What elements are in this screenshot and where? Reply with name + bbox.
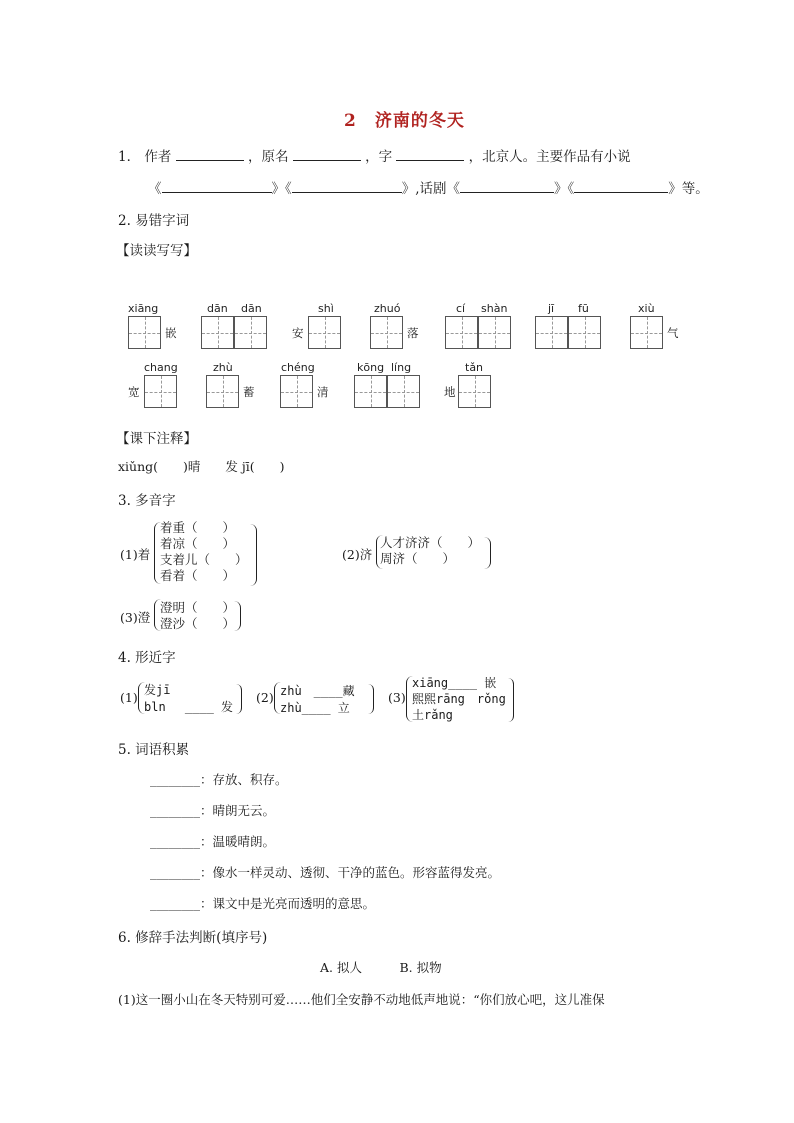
writing-box[interactable] [458,375,491,408]
vocab-item: ________：存放、积存。 [150,772,288,787]
question-number: 1． [118,149,141,165]
pinyin-label: xiāng [128,302,159,315]
given-character: 落 [407,326,419,340]
question-5-heading: 5. 词语积累 [118,742,190,758]
similar-char-item: zhù ____藏 [280,684,355,698]
given-character: 安 [292,326,304,340]
polyphone-item: 支着儿（ ） [160,552,248,567]
right-brace [368,684,374,714]
polyphone-item: 澄沙（ ） [160,616,236,631]
pinyin-label: shì [318,302,334,315]
pinyin-label: kōng [357,361,385,374]
writing-box[interactable] [308,316,341,349]
answer-blank[interactable] [396,146,464,161]
writing-box[interactable] [387,375,420,408]
polyphone-item: 看着（ ） [160,568,236,583]
polyphone-item: 着重（ ） [160,520,236,535]
given-character: 嵌 [165,326,177,340]
pinyin-label: jī [548,302,555,315]
answer-blank[interactable] [460,178,554,193]
pinyin-label: fū [578,302,589,315]
question-4-heading: 4. 形近字 [118,650,176,666]
writing-box[interactable] [280,375,313,408]
vocab-item: ________：晴朗无云。 [150,803,276,818]
vocab-item: ________：课文中是光亮而透明的意思。 [150,896,376,911]
pinyin-label: dān [207,302,228,315]
pinyin-label: zhuó [374,302,401,315]
question-1-line-2: 《 》《 》,话剧《 》《 》等。 [148,177,709,197]
question-6-item-1: (1)这一圈小山在冬天特别可爱……他们全安静不动地低声地说：“你们放心吧，这儿准保 [118,992,605,1007]
pinyin-label: zhù [213,361,233,374]
writing-box[interactable] [201,316,234,349]
similar-char-item: 发jī [144,683,171,697]
page-title: 2 济南的冬天 [344,111,465,131]
question-3-heading: 3. 多音字 [118,493,176,509]
group-label: (1) [120,690,138,705]
writing-box[interactable] [370,316,403,349]
given-character: 蓄 [243,385,255,399]
pinyin-label: tǎn [465,361,484,374]
similar-char-item: 土rǎng [412,708,453,722]
pinyin-label: líng [391,361,412,374]
question-6-heading: 6. 修辞手法判断(填序号) [118,930,268,946]
notes-line: xiǔng( )晴 发 jī( ) [118,459,285,474]
answer-blank[interactable] [292,178,402,193]
right-brace [484,537,491,569]
right-brace [250,524,257,586]
right-brace [234,601,241,631]
writing-box[interactable] [630,316,663,349]
similar-char-item: bln ____ 发 [144,700,234,714]
right-brace [236,684,242,714]
answer-blank[interactable] [176,146,244,161]
writing-box[interactable] [128,316,161,349]
polyphone-item: 着凉（ ） [160,536,236,551]
question-1-line-1: 1． 作者 ，原名 ，字 ，北京人。主要作品有小说 [118,145,631,165]
similar-char-item: 熙熙rāng rǒng [412,692,506,706]
section-label-notes: 【课下注释】 [116,431,197,447]
pinyin-label: shàn [481,302,508,315]
writing-box[interactable] [206,375,239,408]
writing-box[interactable] [144,375,177,408]
pinyin-label: cí [456,302,466,315]
writing-box[interactable] [234,316,267,349]
group-label: (3)澄 [120,610,151,625]
given-character: 宽 [128,385,140,399]
group-label: (3) [388,690,406,705]
pinyin-label: chéng [281,361,315,374]
answer-blank[interactable] [162,178,272,193]
group-label: (2) [256,690,274,705]
writing-box[interactable] [568,316,601,349]
pinyin-label: dān [241,302,262,315]
pinyin-label: xiù [638,302,655,315]
given-character: 气 [667,326,679,340]
similar-char-item: xiāng____ 嵌 [412,676,497,690]
writing-box[interactable] [445,316,478,349]
polyphone-item: 人才济济（ ） [380,535,481,550]
polyphone-item: 澄明（ ） [160,600,236,615]
question-2-heading: 2. 易错字词 [118,213,190,229]
given-character: 清 [317,385,329,399]
writing-box[interactable] [354,375,387,408]
polyphone-item: 周济（ ） [380,551,456,566]
answer-options: A. 拟人 B. 拟物 [320,960,442,975]
right-brace [508,678,514,722]
similar-char-item: zhù____ 立 [280,701,350,715]
pinyin-label: chang [144,361,178,374]
writing-box[interactable] [478,316,511,349]
group-label: (1)着 [120,547,151,562]
section-label-read-write: 【读读写写】 [116,243,197,259]
group-label: (2)济 [342,547,373,562]
vocab-item: ________：温暖晴朗。 [150,834,276,849]
answer-blank[interactable] [293,146,361,161]
vocab-item: ________：像水一样灵动、透彻、干净的蓝色。形容蓝得发亮。 [150,865,501,880]
writing-box[interactable] [535,316,568,349]
given-character: 地 [444,385,456,399]
answer-blank[interactable] [574,178,668,193]
